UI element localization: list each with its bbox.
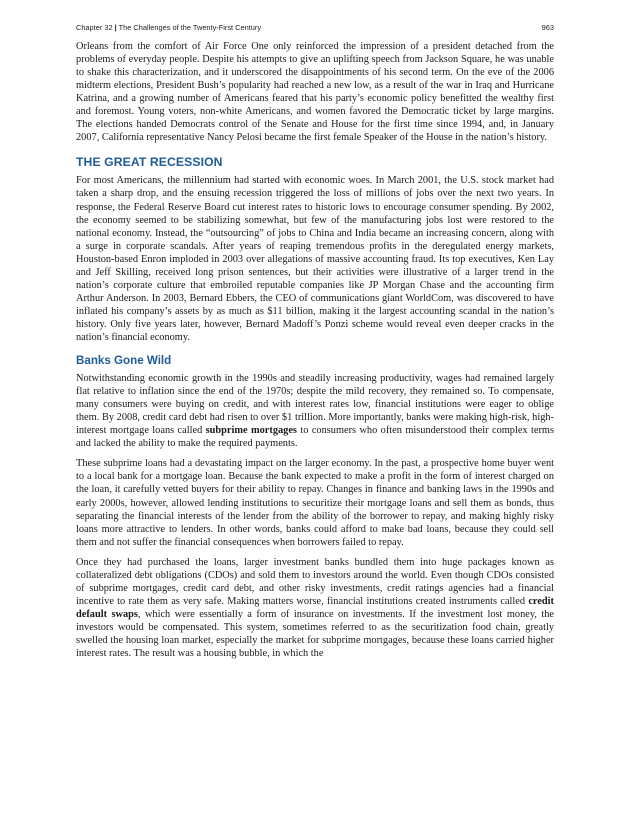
great-recession-paragraph: For most Americans, the millennium had started with economic woes. In March 2001, the U.S. stock market had taken a sharp drop, and the ensuing recession triggered the loss of millions of jobs over the next two years. In response, the Federal Reserve Board cut interest rates to historic lows to encourage consumer spending. By 2002, the economy seemed to be stabilizing somewhat, but few of the manufacturing jobs lost were restored to the national economy. Instead, the “outsourcing” of jobs to China and India became an increasing concern, along with a surge in corporate scandals. After years of reaping tremendous profits in the deregulated energy markets, Houston-based Enron imploded in 2003 over allegations of massive accounting fraud. Its top executives, Ken Lay and Jeff Skilling, received long prison sentences, but their activities were illustrative of a larger trend in the nation’s corporate culture that embroiled reputable companies like JP Morgan Chase and the accounting firm Arthur Anderson. In 2003, Bernard Ebbers, the CEO of communications giant WorldCom, was discovered to have inflated his company’s assets by as much as $11 billion, making it the largest accounting scandal in the nation’s history. Only five years later, however, Bernard Madoff’s Ponzi scheme would reveal even deeper cracks in the nation’s financial economy. [76, 175, 554, 343]
banks-paragraph-1 [76, 372, 554, 450]
key-term-subprime-mortgages: subprime mortgages [205, 425, 297, 437]
running-header [76, 20, 554, 32]
text-run: , which were essentially a form of insurance on investments. If the investment lost money, the investors would be compensated. This system, sometimes referred to as the securitization food chain, greatly swelled the housing loan market, especially the market for subprime mortgages, because these loans carried higher interest rates. The result was a housing bubble, in which the [76, 608, 554, 660]
text-run: Once they had purchased the loans, larger investment banks bundled them into huge packages known as collateralized debt obligations (CDOs) and sold them to investors around the world. Even though CDOs consisted of subprime mortgages, credit card debt, and other risky investments, credit ratings agencies had a financial incentive to rate them as very safe. Making matters worse, financial institutions created instruments called [76, 556, 554, 607]
body-text [76, 40, 554, 667]
text-run: Notwithstanding economic growth in the 1990s and steadily increasing productivity, wages had remained largely flat relative to inflation since the end of the 1970s; despite the mild recovery, they remained so. To compensate, many consumers were buying on credit, and with interest rates low, financial institutions were eager to oblige them. By 2008, credit card debt had risen to over $1 trillion. More importantly, banks were making high-risk, high-interest mortgage loans called [76, 373, 554, 437]
chapter-title: The Challenges of the Twenty-First Century [118, 23, 262, 32]
chapter-number: Chapter 32 [76, 23, 113, 32]
subsection-heading: Banks Gone Wild [76, 354, 172, 368]
chapter-label [76, 23, 261, 32]
text-run: to consumers who often misunderstood their complex terms and lacked the ability to make the required payments. [76, 425, 554, 450]
page-number: 963 [541, 23, 554, 32]
banks-paragraph-3 [76, 556, 554, 660]
section-heading: THE GREAT RECESSION [76, 155, 223, 170]
intro-paragraph: Orleans from the comfort of Air Force One only reinforced the impression of a president detached from the problems of everyday people. Despite his attempts to give an uplifting speech from Jackson Square, he was unable to shake this characterization, and it underscored the disappointments of his second term. On the eve of the 2006 midterm elections, President Bush’s popularity had reached a new low, as a result of the war in Iraq and Hurricane Katrina, and a growing number of Americans feared that his party’s economic policy benefitted the wealthy first and foremost. Young voters, non-white Americans, and women favored the Democratic ticket by large margins. The elections handed Democrats control of the Senate and House for the first time since 1994, and, in January 2007, California representative Nancy Pelosi became the first female Speaker of the House in the nation’s history. [76, 41, 554, 144]
key-term-credit-default-swaps: credit default swaps [76, 595, 554, 620]
banks-paragraph-2: These subprime loans had a devastating impact on the larger economy. In the past, a prospective home buyer went to a local bank for a mortgage loan. Because the bank expected to make a profit in the form of interest charged on the loan, it carefully vetted buyers for their ability to repay. Changes in finance and banking laws in the 1990s and early 2000s, however, allowed lending institutions to securitize their mortgage loans and sell them as bonds, thus separating the financial interests of the lender from the ability of the borrower to repay, and making highly risky loans more attractive to lenders. In other words, banks could afford to make bad loans, because they could sell them and not suffer the financial consequences when borrowers failed to repay. [76, 458, 554, 548]
header-separator: | [114, 23, 117, 32]
